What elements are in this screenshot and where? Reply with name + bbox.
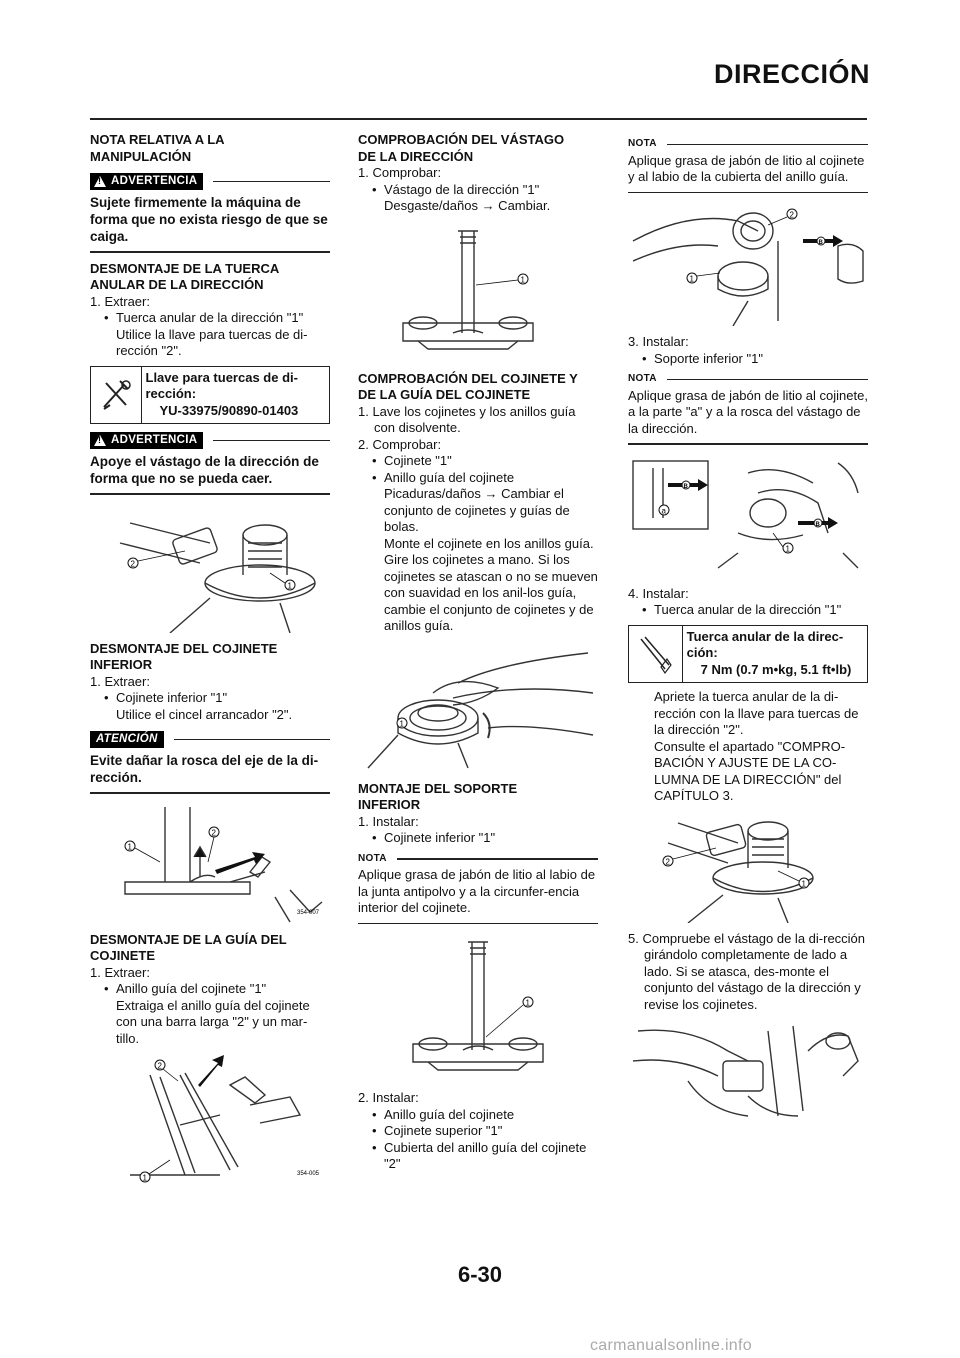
bullet-sub: Extraiga el anillo guía del cojinete con una barra larga "2" y un mar-tillo. — [116, 997, 310, 1046]
callout-1: 1 — [801, 879, 806, 888]
section-title: DESMONTAJE DEL COJINETE INFERIOR — [90, 640, 278, 672]
callout-1: 1 — [689, 274, 694, 284]
step: 5. Compruebe el vástago de la di-rección girándolo completamente de lado a lado. Si se atasca, des-monte el conjunto del vástago de la dirección y revise los cojinetes. — [628, 930, 866, 1012]
bullet-sub: Monte el cojinete en los anillos guía. Gire los cojinetes a mano. Si los cojinetes se atascan o no se mueven con suavidad en los anil-los guía, cambie el conjunto de cojinetes y de anillos guía. — [384, 535, 598, 633]
caution-text: Evite dañar la rosca del eje de la di-rección. — [90, 753, 319, 785]
torque-name: Tuerca anular de la direc-ción: — [686, 628, 844, 660]
step: 1. Extraer: — [90, 293, 150, 309]
bullet: • Tuerca anular de la dirección "1" — [628, 602, 868, 619]
bullet: • Anillo guía del cojinete "1" — [90, 981, 330, 998]
callout-2: 2 — [789, 210, 794, 220]
figure-ring-nut-wrench — [90, 503, 330, 633]
warning-badge: ! ADVERTENCIA — [90, 432, 203, 449]
warning-text: Apoye el vástago de la dirección de forma que no se pueda caer. — [90, 454, 319, 486]
torque-value: 7 Nm (0.7 m•kg, 5.1 ft•lb) — [700, 661, 852, 677]
figure-ring-nut-install — [628, 813, 868, 923]
figure-code: 354-007 — [297, 909, 320, 916]
column-3 — [628, 136, 868, 1129]
figure-bearing-check — [358, 643, 598, 773]
caution-badge: ATENCIÓN — [90, 731, 164, 748]
warning-icon — [94, 176, 106, 187]
warning-text: Sujete firmemente la máquina de forma que no exista riesgo de que se caiga. — [90, 195, 328, 244]
callout-1: 1 — [520, 275, 525, 284]
figure-bearing-grease — [628, 201, 868, 326]
callout-2: 2 — [130, 559, 135, 568]
warning-icon — [94, 435, 106, 446]
page-number: 6-30 — [457, 1262, 503, 1287]
bullet: • Cojinete inferior "1" — [90, 690, 330, 707]
nota-header — [358, 851, 598, 868]
wrench-icon — [91, 367, 142, 424]
page-title: DIRECCIÓN — [713, 59, 870, 89]
nota-label: NOTA — [628, 138, 657, 149]
bullet: • Cojinete inferior "1" — [358, 830, 598, 847]
tool-code: YU-33975/90890-01403 — [159, 402, 299, 418]
step: 1. Extraer: — [90, 673, 150, 689]
bullet: • Anillo guía del cojinete — [358, 1107, 598, 1124]
bullet: • Vástago de la dirección "1" — [358, 182, 598, 199]
nota-header — [628, 371, 868, 388]
callout-1: 1 — [525, 998, 530, 1008]
nota-text: Aplique grasa de jabón de litio al labio de la junta antipolvo y a la circunfer-encia interior del cojinete. — [358, 867, 596, 915]
bullet-sub: Apriete la tuerca anular de la di-rección con la llave para tuercas de la dirección "2". — [654, 689, 859, 737]
figure-code: 354-005 — [297, 1171, 320, 1177]
bullet: • Anillo guía del cojinete — [358, 470, 598, 487]
figure-lower-bracket-grease — [628, 453, 868, 578]
bullet: • Cojinete "1" — [358, 453, 598, 470]
warning-badge: ! ADVERTENCIA — [90, 173, 203, 190]
section-title: COMPROBACIÓN DEL COJINETE Y DE LA GUÍA DEL COJINETE — [358, 370, 578, 402]
callout-1: 1 — [399, 719, 404, 728]
grease-marker: B — [683, 483, 688, 490]
callout-1: 1 — [785, 544, 790, 553]
header-rule — [90, 118, 867, 120]
bullet: • Tuerca anular de la dirección "1" — [90, 310, 330, 327]
bullet: • Cubierta del anillo guía del cojinete "2" — [358, 1140, 598, 1173]
nota-header — [628, 136, 868, 153]
step: 3. Instalar: — [628, 334, 689, 349]
tool-name: Llave para tuercas de di-rección: — [145, 369, 298, 401]
step: 1. Lave los cojinetes y los anillos guía con disolvente. — [358, 403, 576, 435]
figure-lower-bracket — [358, 932, 598, 1082]
step: 1. Comprobar: — [358, 165, 442, 180]
section-title: NOTA RELATIVA A LA MANIPULACIÓN — [90, 132, 225, 164]
figure-steering-stem — [358, 223, 598, 363]
column-1 — [90, 132, 330, 1191]
caution-header — [90, 731, 330, 748]
warning-header — [90, 432, 330, 449]
step: 2. Instalar: — [358, 1090, 419, 1105]
figure-lower-bearing-chisel — [90, 802, 330, 924]
section-title: MONTAJE DEL SOPORTE INFERIOR — [358, 780, 518, 812]
nota-text: Aplique grasa de jabón de litio al cojinete y al labio de la cubierta del anillo guía. — [628, 152, 865, 184]
nota-text: Aplique grasa de jabón de litio al cojinete, a la parte "a" y a la rosca del vástago de la dirección. — [628, 387, 868, 436]
section-title: COMPROBACIÓN DEL VÁSTAGO DE LA DIRECCIÓN — [358, 132, 565, 164]
callout-a: a — [661, 506, 666, 515]
grease-marker: B — [815, 521, 820, 528]
torque-spec-box — [628, 625, 868, 684]
step: 4. Instalar: — [628, 585, 689, 601]
bullet-sub: Utilice el cincel arrancador "2". — [116, 706, 293, 722]
bullet-sub: Consulte el apartado "COMPRO-BACIÓN Y AJUSTE DE LA CO-LUMNA DE LA DIRECCIÓN" del CAPÍTULO 3. — [654, 738, 846, 803]
step: 1. Extraer: — [90, 964, 150, 980]
tool-spec-box — [90, 366, 330, 425]
grease-marker: B — [818, 240, 823, 246]
callout-1: 1 — [127, 842, 132, 851]
figure-stem-rotation-check — [628, 1021, 868, 1121]
bullet-sub: Picaduras/daños → Cambiar el conjunto de cojinetes y guías de bolas. — [384, 486, 570, 534]
watermark: carmanualsonline.info — [590, 1337, 752, 1354]
step: 1. Instalar: — [358, 813, 419, 829]
figure-guide-removal — [90, 1055, 330, 1183]
nota-label: NOTA — [358, 852, 387, 864]
bullet: • Cojinete superior "1" — [358, 1123, 598, 1140]
callout-2: 2 — [211, 828, 216, 837]
bullet-sub: Desgaste/daños → Cambiar. — [384, 198, 551, 213]
step: 2. Comprobar: — [358, 436, 442, 452]
warning-header — [90, 173, 330, 190]
callout-1: 1 — [287, 581, 292, 590]
column-2 — [358, 132, 598, 1173]
torque-wrench-icon — [629, 626, 683, 683]
callout-1: 1 — [142, 1173, 147, 1183]
bullet-sub: Utilice la llave para tuercas de di-rección "2". — [116, 326, 308, 358]
callout-2: 2 — [157, 1061, 162, 1071]
callout-2: 2 — [665, 857, 670, 866]
bullet: • Soporte inferior "1" — [628, 351, 868, 368]
section-title: DESMONTAJE DE LA GUÍA DEL COJINETE — [90, 931, 287, 963]
nota-label: NOTA — [628, 373, 657, 384]
section-title: DESMONTAJE DE LA TUERCA ANULAR DE LA DIRECCIÓN — [90, 260, 279, 292]
